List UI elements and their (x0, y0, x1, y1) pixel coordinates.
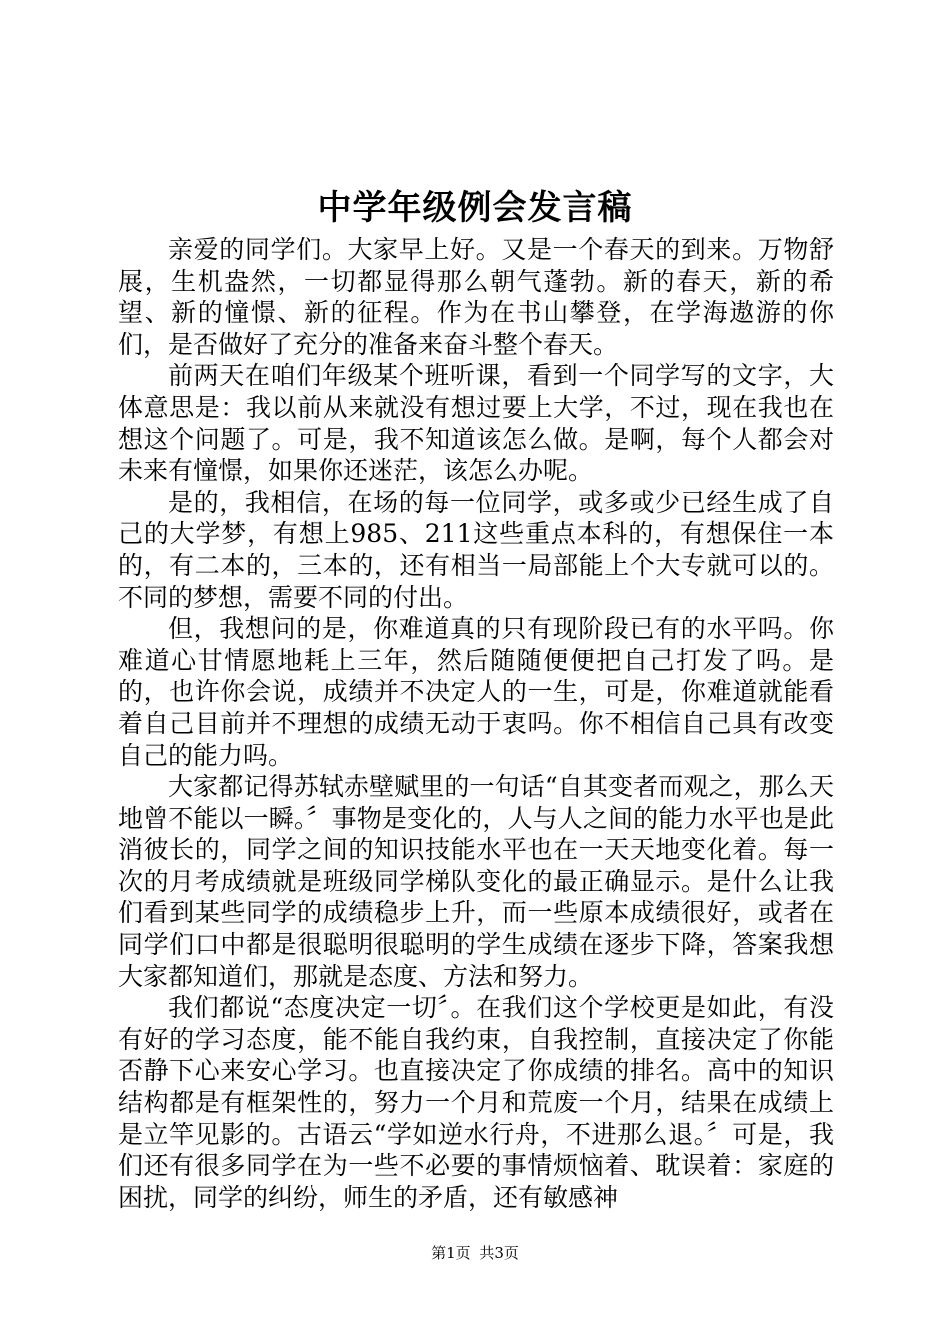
paragraph-1: 亲爱的同学们。大家早上好。又是一个春天的到来。万物舒展，生机盎然，一切都显得那么朝气蓬勃。新的春天，新的希望、新的憧憬、新的征程。作为在书山攀登，在学海遨游的你们，是否做好了充分的准备来奋斗整个春天。 (118, 235, 834, 359)
paragraph-2: 前两天在咱们年级某个班听课，看到一个同学写的文字，大体意思是：我以前从来就没有想过要上大学，不过，现在我也在想这个问题了。可是，我不知道该怎么做。是啊，每个人都会对未来有憧憬，如果你还迷茫，该怎么办呢。 (118, 361, 834, 486)
page-total: 共3页 (479, 1244, 519, 1262)
paragraph-3: 是的，我相信，在场的每一位同学，或多或少已经生成了自己的大学梦，有想上985、211这些重点本科的，有想保住一本的，有二本的，三本的，还有相当一局部能上个大专就可以的。不同的梦想，需要不同的付出。 (118, 487, 834, 612)
page-title: 中学年级例会发言稿 (317, 188, 633, 228)
paragraph-4: 但，我想问的是，你难道真的只有现阶段已有的水平吗。你难道心甘情愿地耗上三年，然后随随便便把自己打发了吗。是的，也许你会说，成绩并不决定人的一生，可是，你难道就能看着自己目前并不理想的成绩无动于衷吗。你不相信自己具有改变自己的能力吗。 (118, 614, 834, 770)
document-body (118, 234, 834, 1213)
page-number: 第1页 (431, 1244, 471, 1262)
page-footer (0, 1243, 950, 1263)
paragraph-5: 大家都记得苏轼赤壁赋里的一句话“自其变者而观之，那么天地曾不能以一瞬。〞事物是变化的，人与人之间的能力水平也是此消彼长的，同学之间的知识技能水平也在一天天地变化着。每一次的月考成绩就是班级同学梯队变化的最正确显示。是什么让我们看到某些同学的成绩稳步上升，而一些原本成绩很好，或者在同学们口中都是很聪明很聪明的学生成绩在逐步下降，答案我想大家都知道们，那就是态度、方法和努力。 (118, 772, 834, 991)
paragraph-6: 我们都说“态度决定一切〞。在我们这个学校更是如此，有没有好的学习态度，能不能自我约束，自我控制，直接决定了你能否静下心来安心学习。也直接决定了你成绩的排名。高中的知识结构都是有框架性的，努力一个月和荒废一个月，结果在成绩上是立竿见影的。古语云“学如逆水行舟，不进那么退。〞可是，我们还有很多同学在为一些不必要的事情烦恼着、耽误着：家庭的困扰，同学的纠纷，师生的矛盾，还有敏感神 (118, 993, 834, 1212)
